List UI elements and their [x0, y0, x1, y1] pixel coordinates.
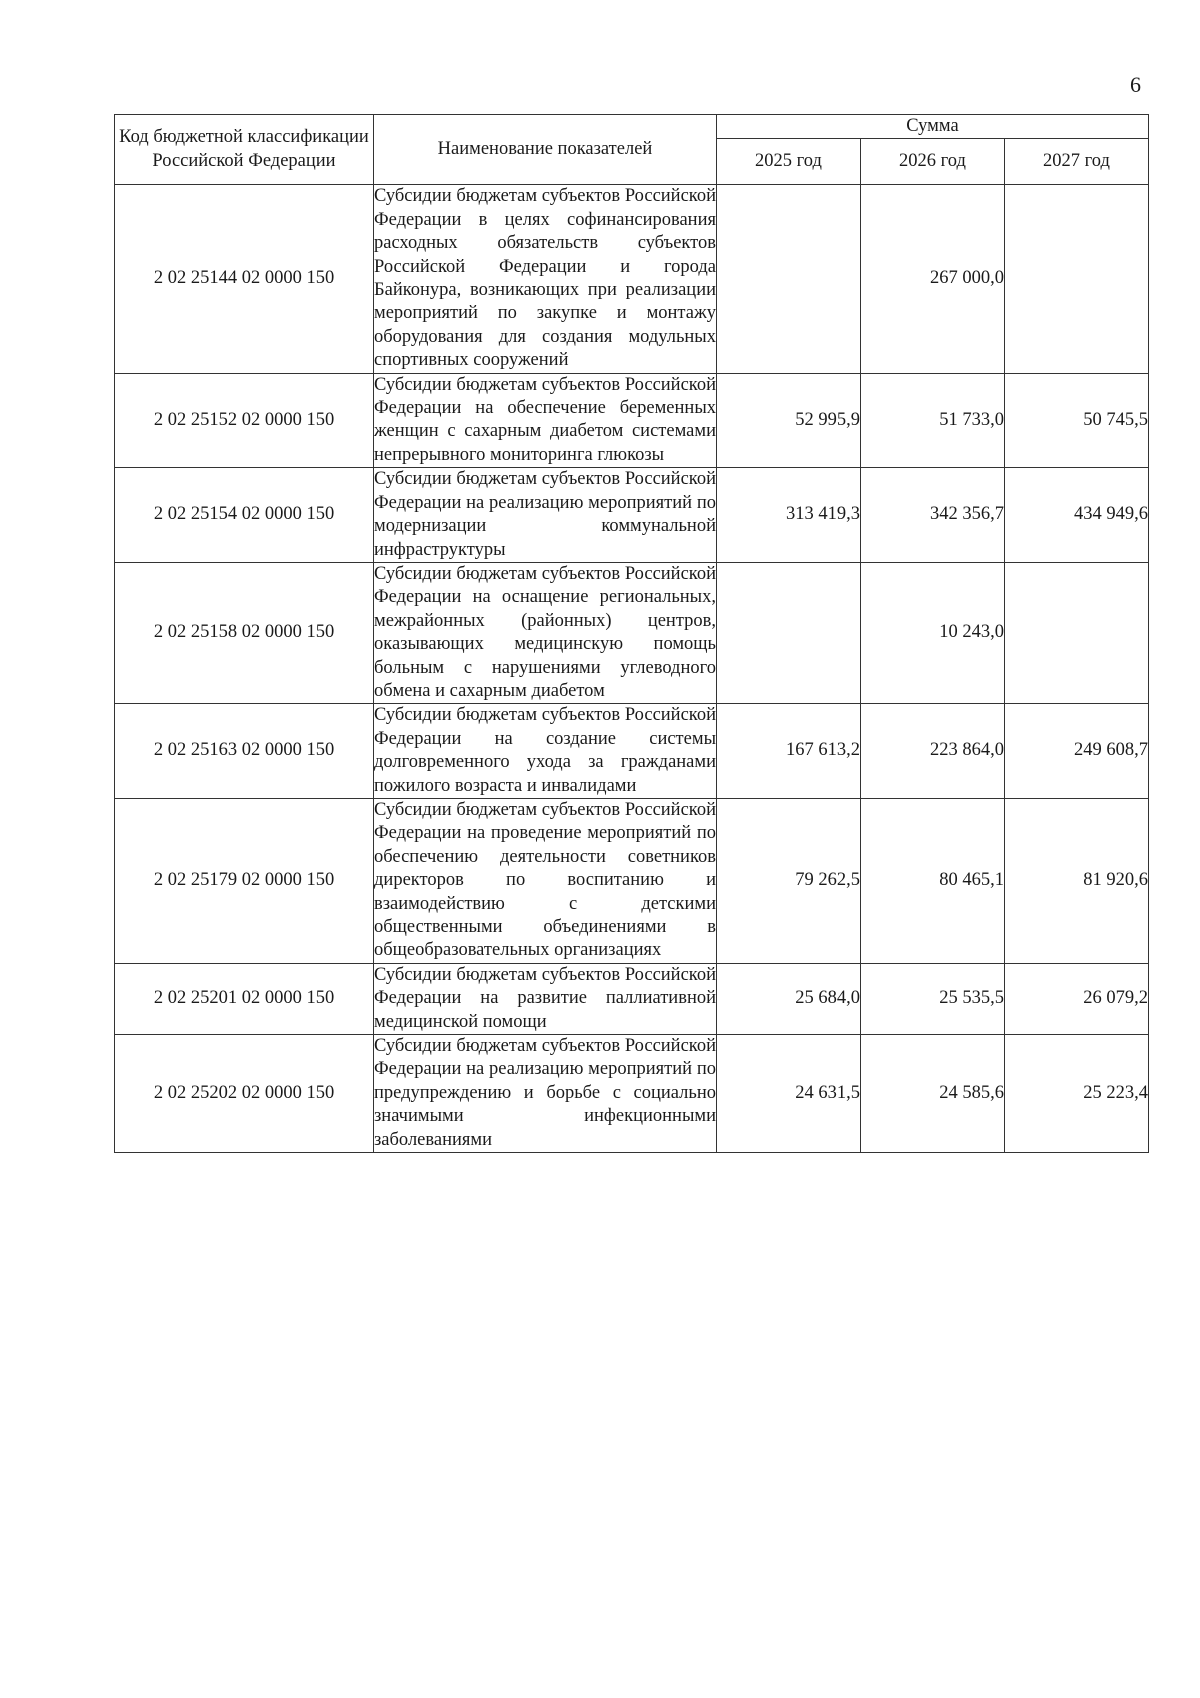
table-row: [115, 468, 1149, 563]
header-year-2025: 2025 год: [717, 139, 861, 185]
row-value-2025: 167 613,2: [717, 704, 861, 799]
row-name: Субсидии бюджетам субъектов Российской Федерации на реализацию мероприятий по модернизации коммунальной инфраструктуры: [374, 468, 717, 563]
row-value-2027: 25 223,4: [1005, 1035, 1149, 1153]
row-name: Субсидии бюджетам субъектов Российской Федерации на реализацию мероприятий по предупреждению и борьбе с социально значимыми инфекционными заболеваниями: [374, 1035, 717, 1153]
row-name: Субсидии бюджетам субъектов Российской Федерации на развитие паллиативной медицинской помощи: [374, 963, 717, 1034]
row-name: Субсидии бюджетам субъектов Российской Федерации на проведение мероприятий по обеспечению деятельности советников директоров по воспитанию и взаимодействию с детскими общественными объединениями в общеобразовательных организациях: [374, 798, 717, 963]
row-value-2027: 249 608,7: [1005, 704, 1149, 799]
row-value-2025: 25 684,0: [717, 963, 861, 1034]
table-row: [115, 963, 1149, 1034]
budget-table: [114, 114, 1149, 1153]
row-code: 2 02 25202 02 0000 150: [115, 1035, 374, 1153]
row-code: 2 02 25152 02 0000 150: [115, 373, 374, 468]
header-name: Наименование показателей: [374, 115, 717, 185]
table-row: [115, 704, 1149, 799]
table-row: [115, 1035, 1149, 1153]
row-value-2025: [717, 185, 861, 373]
row-value-2027: 81 920,6: [1005, 798, 1149, 963]
row-value-2027: 50 745,5: [1005, 373, 1149, 468]
header-year-2026: 2026 год: [861, 139, 1005, 185]
row-value-2026: 342 356,7: [861, 468, 1005, 563]
row-code: 2 02 25144 02 0000 150: [115, 185, 374, 373]
row-value-2026: 267 000,0: [861, 185, 1005, 373]
row-value-2025: 79 262,5: [717, 798, 861, 963]
row-code: 2 02 25201 02 0000 150: [115, 963, 374, 1034]
row-value-2027: 26 079,2: [1005, 963, 1149, 1034]
row-name: Субсидии бюджетам субъектов Российской Федерации в целях софинансирования расходных обязательств субъектов Российской Федерации и города Байконура, возникающих при реализации мероприятий по закупке и монтажу оборудования для создания модульных спортивных сооружений: [374, 185, 717, 373]
header-year-2027: 2027 год: [1005, 139, 1149, 185]
page-number: 6: [1130, 72, 1141, 97]
table-header: [115, 115, 1149, 185]
row-code: 2 02 25163 02 0000 150: [115, 704, 374, 799]
row-value-2026: 80 465,1: [861, 798, 1005, 963]
table-row: [115, 798, 1149, 963]
row-value-2026: 10 243,0: [861, 562, 1005, 703]
row-value-2025: [717, 562, 861, 703]
row-value-2027: [1005, 562, 1149, 703]
row-value-2026: 223 864,0: [861, 704, 1005, 799]
table-body: [115, 185, 1149, 1153]
row-value-2026: 25 535,5: [861, 963, 1005, 1034]
row-value-2025: 52 995,9: [717, 373, 861, 468]
row-code: 2 02 25154 02 0000 150: [115, 468, 374, 563]
row-value-2025: 24 631,5: [717, 1035, 861, 1153]
row-value-2027: [1005, 185, 1149, 373]
row-code: 2 02 25179 02 0000 150: [115, 798, 374, 963]
row-name: Субсидии бюджетам субъектов Российской Федерации на оснащение региональных, межрайонных (районных) центров, оказывающих медицинскую помощь больным с нарушениями углеводного обмена и сахарным диабетом: [374, 562, 717, 703]
table-row: [115, 373, 1149, 468]
row-value-2025: 313 419,3: [717, 468, 861, 563]
row-code: 2 02 25158 02 0000 150: [115, 562, 374, 703]
header-code: Код бюджетной классификации Российской Федерации: [115, 115, 374, 185]
header-sum: Сумма: [717, 115, 1149, 139]
row-name: Субсидии бюджетам субъектов Российской Федерации на обеспечение беременных женщин с сахарным диабетом системами непрерывного мониторинга глюкозы: [374, 373, 717, 468]
row-value-2027: 434 949,6: [1005, 468, 1149, 563]
table-row: [115, 185, 1149, 373]
row-value-2026: 24 585,6: [861, 1035, 1005, 1153]
row-name: Субсидии бюджетам субъектов Российской Федерации на создание системы долговременного ухода за гражданами пожилого возраста и инвалидами: [374, 704, 717, 799]
row-value-2026: 51 733,0: [861, 373, 1005, 468]
table-row: [115, 562, 1149, 703]
